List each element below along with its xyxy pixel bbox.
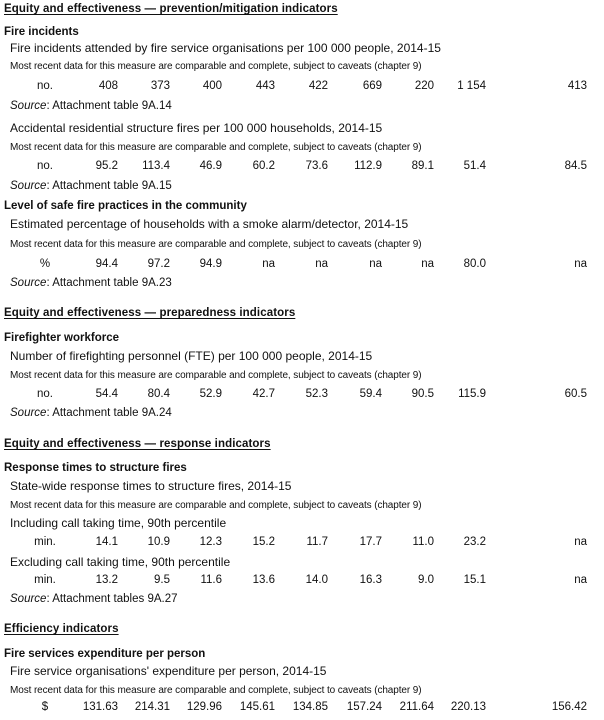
value-cell: na xyxy=(421,258,434,270)
value-cell: 46.9 xyxy=(199,160,222,172)
value-cell: 89.1 xyxy=(411,160,434,172)
source-label: Source xyxy=(10,180,47,192)
value-cell: 131.63 xyxy=(82,701,118,713)
source-label: Source xyxy=(10,407,47,419)
data-row xyxy=(0,80,604,96)
value-cell: 84.5 xyxy=(564,160,587,172)
source-note xyxy=(10,593,178,605)
source-text: : Attachment tables 9A.27 xyxy=(46,593,178,605)
value-cell: na xyxy=(262,258,275,270)
value-cell: 157.24 xyxy=(346,701,382,713)
section-title-prevention: Equity and effectiveness — prevention/mitigation indicators xyxy=(4,3,338,15)
value-cell: 400 xyxy=(202,80,222,92)
value-cell: 60.5 xyxy=(564,388,587,400)
source-note xyxy=(10,407,172,419)
data-row xyxy=(0,574,604,590)
unit-label: % xyxy=(39,258,51,270)
value-cell: 97.2 xyxy=(147,258,170,270)
source-label: Source xyxy=(10,277,47,289)
value-cell: 80.0 xyxy=(463,258,486,270)
value-cell: na xyxy=(574,536,587,548)
data-row xyxy=(0,160,604,176)
subheading-fire-incidents: Fire incidents xyxy=(4,26,79,38)
source-label: Source xyxy=(10,593,47,605)
value-cell: 14.1 xyxy=(95,536,118,548)
value-cell: na xyxy=(574,258,587,270)
value-cell: 13.6 xyxy=(252,574,275,586)
value-cell: 14.0 xyxy=(305,574,328,586)
value-cell: 134.85 xyxy=(292,701,328,713)
caveat-note: Most recent data for this measure are comparable and complete, subject to caveats (chapter 9) xyxy=(10,685,422,696)
sublabel-excluding-call-time: Excluding call taking time, 90th percentile xyxy=(10,555,231,569)
value-cell: 54.4 xyxy=(95,388,118,400)
value-cell: 17.7 xyxy=(359,536,382,548)
value-cell: 115.9 xyxy=(458,388,486,400)
value-cell: 214.31 xyxy=(134,701,170,713)
subheading-expenditure: Fire services expenditure per person xyxy=(4,648,206,660)
source-note xyxy=(10,277,172,289)
measure-title: Number of firefighting personnel (FTE) per 100 000 people, 2014-15 xyxy=(10,349,373,363)
value-cell: 9.5 xyxy=(154,574,170,586)
caveat-note: Most recent data for this measure are comparable and complete, subject to caveats (chapter 9) xyxy=(10,500,422,511)
value-cell: 156.42 xyxy=(551,701,587,713)
value-cell: 9.0 xyxy=(418,574,434,586)
value-cell: 94.9 xyxy=(199,258,222,270)
section-title-preparedness: Equity and effectiveness — preparedness indicators xyxy=(4,307,296,319)
caveat-note: Most recent data for this measure are comparable and complete, subject to caveats (chapter 9) xyxy=(10,370,422,381)
source-note xyxy=(10,100,172,112)
value-cell: 16.3 xyxy=(359,574,382,586)
caveat-note: Most recent data for this measure are comparable and complete, subject to caveats (chapter 9) xyxy=(10,239,422,250)
value-cell: 42.7 xyxy=(252,388,275,400)
value-cell: 51.4 xyxy=(463,160,486,172)
unit-label: no. xyxy=(37,160,53,172)
source-text: : Attachment table 9A.24 xyxy=(46,407,172,419)
source-text: : Attachment table 9A.23 xyxy=(46,277,172,289)
value-cell: 211.64 xyxy=(399,701,434,713)
data-row xyxy=(0,701,604,717)
value-cell: 408 xyxy=(98,80,118,92)
value-cell: na xyxy=(574,574,587,586)
value-cell: 11.6 xyxy=(200,574,222,586)
value-cell: 10.9 xyxy=(147,536,170,548)
unit-label: min. xyxy=(34,574,56,586)
subheading-safe-fire-practices: Level of safe fire practices in the community xyxy=(4,200,247,212)
subheading-firefighter-workforce: Firefighter workforce xyxy=(4,332,120,344)
value-cell: 443 xyxy=(255,80,275,92)
value-cell: 73.6 xyxy=(305,160,328,172)
data-row xyxy=(0,536,604,552)
value-cell: 413 xyxy=(567,80,587,92)
value-cell: 52.3 xyxy=(305,388,328,400)
measure-title: State-wide response times to structure fires, 2014-15 xyxy=(10,479,292,493)
unit-label: no. xyxy=(37,388,53,400)
measure-title: Fire incidents attended by fire service organisations per 100 000 people, 2014-15 xyxy=(10,41,441,55)
value-cell: 13.2 xyxy=(95,574,118,586)
sublabel-including-call-time: Including call taking time, 90th percentile xyxy=(10,516,227,530)
value-cell: 23.2 xyxy=(463,536,486,548)
data-row xyxy=(0,258,604,274)
value-cell: 59.4 xyxy=(359,388,382,400)
value-cell: 12.3 xyxy=(199,536,222,548)
value-cell: 11.0 xyxy=(412,536,434,548)
value-cell: 112.9 xyxy=(354,160,382,172)
unit-label: $ xyxy=(41,701,49,713)
value-cell: 94.4 xyxy=(95,258,118,270)
value-cell: 60.2 xyxy=(252,160,275,172)
value-cell: 669 xyxy=(362,80,382,92)
measure-title: Estimated percentage of households with a smoke alarm/detector, 2014-15 xyxy=(10,217,409,231)
subheading-response-times: Response times to structure fires xyxy=(4,462,187,474)
value-cell: 145.61 xyxy=(239,701,275,713)
data-row xyxy=(0,388,604,404)
value-cell: 15.2 xyxy=(252,536,275,548)
value-cell: na xyxy=(315,258,328,270)
measure-title: Accidental residential structure fires per 100 000 households, 2014-15 xyxy=(10,121,383,135)
value-cell: 90.5 xyxy=(411,388,434,400)
value-cell: 80.4 xyxy=(147,388,170,400)
value-cell: 220 xyxy=(414,80,434,92)
caveat-note: Most recent data for this measure are comparable and complete, subject to caveats (chapter 9) xyxy=(10,61,422,72)
value-cell: 220.13 xyxy=(450,701,486,713)
value-cell: 11.7 xyxy=(306,536,328,548)
value-cell: 422 xyxy=(308,80,328,92)
unit-label: no. xyxy=(37,80,53,92)
source-text: : Attachment table 9A.14 xyxy=(46,100,172,112)
source-text: : Attachment table 9A.15 xyxy=(46,180,172,192)
value-cell: 52.9 xyxy=(199,388,222,400)
value-cell: 15.1 xyxy=(463,574,486,586)
source-label: Source xyxy=(10,100,47,112)
section-title-response: Equity and effectiveness — response indicators xyxy=(4,438,271,450)
measure-title: Fire service organisations' expenditure per person, 2014-15 xyxy=(10,664,327,678)
value-cell: 1 154 xyxy=(457,80,486,92)
value-cell: 373 xyxy=(150,80,170,92)
value-cell: 95.2 xyxy=(95,160,118,172)
value-cell: na xyxy=(369,258,382,270)
section-title-efficiency: Efficiency indicators xyxy=(4,623,119,635)
unit-label: min. xyxy=(34,536,56,548)
source-note xyxy=(10,180,172,192)
value-cell: 113.4 xyxy=(142,160,170,172)
caveat-note: Most recent data for this measure are comparable and complete, subject to caveats (chapter 9) xyxy=(10,142,422,153)
value-cell: 129.96 xyxy=(186,701,222,713)
